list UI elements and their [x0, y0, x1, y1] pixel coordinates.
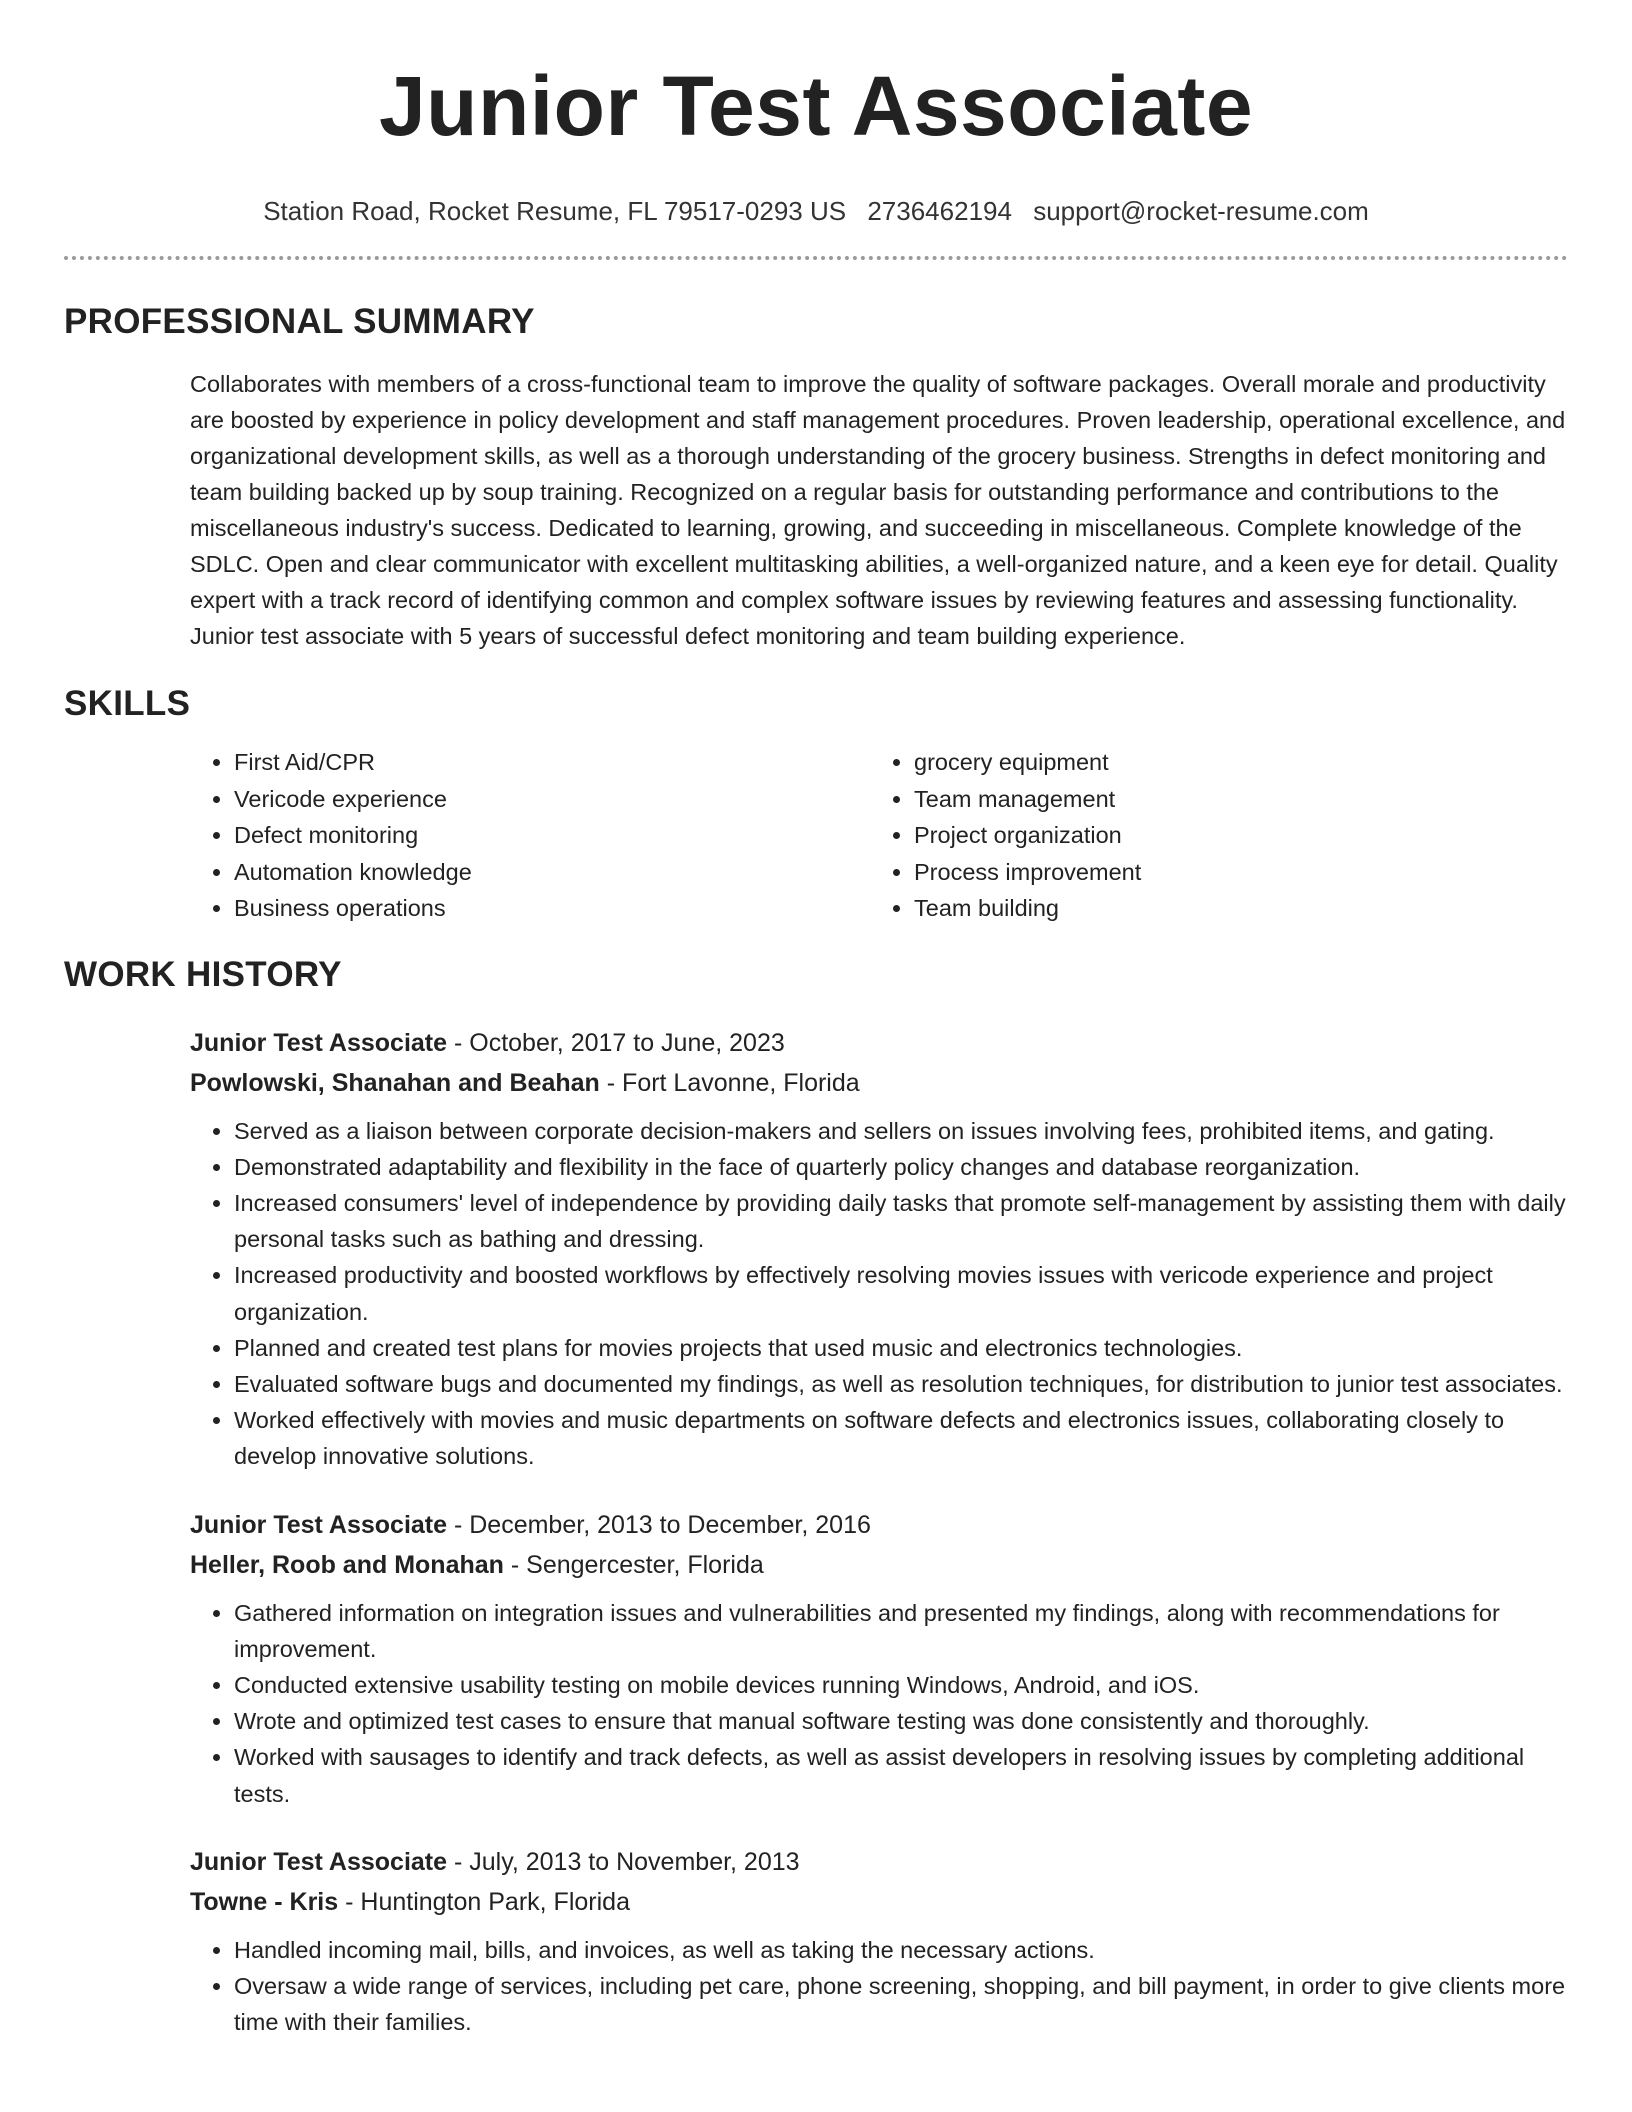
job-bullet: • Gathered information on integration issues and vulnerabilities and presented my findings, along with recommendations for improvement.: [234, 1595, 1568, 1667]
job-dates: - December, 2013 to December, 2016: [447, 1510, 871, 1539]
skill-item: • grocery equipment: [914, 744, 1550, 781]
job-bullet: • Wrote and optimized test cases to ensure that manual software testing was done consistently and thoroughly.: [234, 1703, 1568, 1739]
contact-email[interactable]: support@rocket-resume.com: [1033, 196, 1369, 226]
work-history-title: WORK HISTORY: [64, 954, 342, 994]
job-bullet: • Oversaw a wide range of services, including pet care, phone screening, shopping, and bill payment, in order to give clients more time with their families.: [234, 1968, 1568, 2040]
job-bullet: • Planned and created test plans for movies projects that used music and electronics technologies.: [234, 1330, 1568, 1366]
job-role: Junior Test Associate: [190, 1510, 448, 1539]
job-dates: - July, 2013 to November, 2013: [447, 1847, 800, 1876]
job-role: Junior Test Associate: [190, 1847, 448, 1876]
job-company: Heller, Roob and Monahan: [190, 1550, 504, 1579]
contact-address: Station Road, Rocket Resume, FL 79517-0293 US: [263, 196, 847, 226]
skill-item: • Project organization: [914, 817, 1550, 854]
job-bullet: • Served as a liaison between corporate decision-makers and sellers on issues involving fees, prohibited items, and gating.: [234, 1113, 1568, 1149]
job-bullet: • Handled incoming mail, bills, and invoices, as well as taking the necessary actions.: [234, 1932, 1568, 1968]
skill-item: • Team management: [914, 781, 1550, 818]
job-title-line: [190, 1505, 1568, 1545]
job-dates: - October, 2017 to June, 2023: [447, 1028, 785, 1057]
skill-item: • Automation knowledge: [234, 854, 870, 891]
job-bullet: • Demonstrated adaptability and flexibility in the face of quarterly policy changes and database reorganization.: [234, 1149, 1568, 1185]
candidate-name: Junior Test Associate: [378, 59, 1254, 153]
job-entry: [190, 1505, 1568, 1812]
job-company: Towne - Kris: [190, 1887, 339, 1916]
job-title-line: [190, 1023, 1568, 1063]
job-company: Powlowski, Shanahan and Beahan: [190, 1068, 600, 1097]
skills-title: SKILLS: [64, 684, 191, 723]
job-company-line: [190, 1545, 1568, 1585]
skills-column-right: [870, 744, 1550, 927]
contact-line: [64, 194, 1568, 228]
job-location: - Huntington Park, Florida: [338, 1887, 630, 1916]
summary-section: [64, 300, 1568, 654]
skills-section: [64, 682, 1568, 927]
skill-item: • Process improvement: [914, 854, 1550, 891]
job-role: Junior Test Associate: [190, 1028, 448, 1057]
job-location: - Fort Lavonne, Florida: [599, 1068, 860, 1097]
skill-item: • Defect monitoring: [234, 817, 870, 854]
job-bullet: • Conducted extensive usability testing on mobile devices running Windows, Android, and iOS.: [234, 1667, 1568, 1703]
skill-item: • Vericode experience: [234, 781, 870, 818]
job-bullets: [190, 1595, 1568, 1812]
job-bullet: • Worked with sausages to identify and track defects, as well as assist developers in resolving issues by completing additional tests.: [234, 1739, 1568, 1811]
skills-column-left: [190, 744, 870, 927]
job-bullets: [190, 1113, 1568, 1475]
job-company-line: [190, 1882, 1568, 1922]
job-bullet: • Increased consumers' level of independence by providing daily tasks that promote self-management by assisting them with daily personal tasks such as bathing and dressing.: [234, 1185, 1568, 1257]
skill-item: • Team building: [914, 890, 1550, 927]
skill-item: • Business operations: [234, 890, 870, 927]
work-history-section: [64, 953, 1568, 2041]
header-divider: [64, 256, 1568, 260]
skills-list: [190, 744, 1568, 927]
job-entry: [190, 1842, 1568, 2041]
contact-phone: 2736462194: [867, 196, 1012, 226]
summary-title: PROFESSIONAL SUMMARY: [64, 302, 535, 341]
skill-item: • First Aid/CPR: [234, 744, 870, 781]
job-bullets: [190, 1932, 1568, 2041]
job-bullet: • Increased productivity and boosted workflows by effectively resolving movies issues with vericode experience and project organization.: [234, 1257, 1568, 1329]
job-entry: [190, 1023, 1568, 1475]
job-location: - Sengercester, Florida: [503, 1550, 764, 1579]
job-bullet: • Worked effectively with movies and music departments on software defects and electronics issues, collaborating closely to develop innovative solutions.: [234, 1402, 1568, 1474]
summary-text: Collaborates with members of a cross-functional team to improve the quality of software packages. Overall morale and productivity are boosted by experience in policy development and staff management procedures. Proven leadership, operational excellence, and organizational development skills, as well as a thorough understanding of the grocery business. Strengths in defect monitoring and team building backed up by soup training. Recognized on a regular basis for outstanding performance and contributions to the miscellaneous industry's success. Dedicated to learning, growing, and succeeding in miscellaneous. Complete knowledge of the SDLC. Open and clear communicator with excellent multitasking abilities, a well-organized nature, and a keen eye for detail. Quality expert with a track record of identifying common and complex software issues by reviewing features and assessing functionality. Junior test associate with 5 years of successful defect monitoring and team building experience.: [190, 371, 1566, 649]
job-bullet: • Evaluated software bugs and documented my findings, as well as resolution techniques, for distribution to junior test associates.: [234, 1366, 1568, 1402]
job-title-line: [190, 1842, 1568, 1882]
job-company-line: [190, 1063, 1568, 1103]
